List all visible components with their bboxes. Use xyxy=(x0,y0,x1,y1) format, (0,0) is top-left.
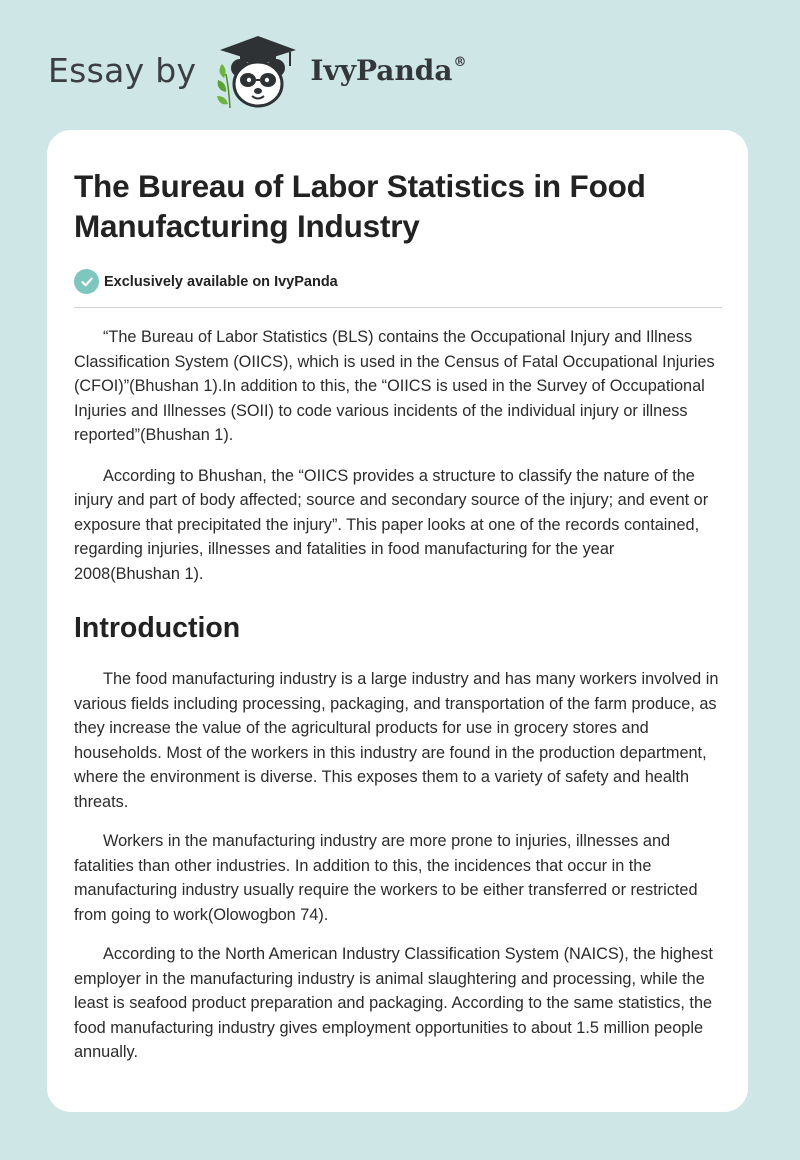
section-heading-introduction: Introduction xyxy=(74,612,241,644)
title-divider xyxy=(74,307,722,308)
page-title: The Bureau of Labor Statistics in Food Manufacturing Industry xyxy=(74,168,646,244)
paragraph: “The Bureau of Labor Statistics (BLS) contains the Occupational Injury and Illness Classification System (OIICS), which is used in the Census of Fatal Occupational Injuries (CFOI)”(Bhushan 1).In addition to this, the “OIICS is used in the Survey of Occupational Injuries and Illnesses (SOII) to code various incidents of the individual injury or illness reported”(Bhushan 1). xyxy=(74,328,715,444)
brand-name[interactable]: IvyPanda® xyxy=(310,53,467,87)
article-card xyxy=(47,130,748,1112)
exclusive-badge-label: Exclusively available on IvyPanda xyxy=(104,273,338,290)
check-icon xyxy=(74,269,99,294)
exclusive-badge xyxy=(74,269,722,294)
paragraph: According to Bhushan, the “OIICS provides a structure to classify the nature of the injury and part of body affected; source and secondary source of the injury; and event or exposure that precipitated the injury”. This paper looks at one of the records contained, regarding injuries, illnesses and fatalities in food manufacturing for the year 2008(Bhushan 1). xyxy=(74,466,709,583)
registered-mark: ® xyxy=(453,54,467,70)
site-header xyxy=(48,30,467,110)
paragraph: Workers in the manufacturing industry are more prone to injuries, illnesses and fatalities than other industries. In addition to this, the incidences that occur in the manufacturing industry usually require the workers to be either transferred or restricted from going to work(Olowogbon 74). xyxy=(74,832,698,924)
essay-by-label: Essay by xyxy=(48,50,197,90)
panda-graduate-logo-icon[interactable] xyxy=(210,30,306,110)
paragraph: The food manufacturing industry is a large industry and has many workers involved in various fields including processing, packaging, and transportation of the farm produce, as they increase the value of the agricultural products for use in grocery stores and households. Most of the workers in this industry are found in the production department, where the environment is diverse. This exposes them to a variety of safety and health threats. xyxy=(74,670,719,811)
paragraph: According to the North American Industry Classification System (NAICS), the highest employer in the manufacturing industry is animal slaughtering and processing, while the least is seafood product preparation and packaging. According to the same statistics, the food manufacturing industry gives employment opportunities to about 1.5 million people annually. xyxy=(74,945,713,1061)
